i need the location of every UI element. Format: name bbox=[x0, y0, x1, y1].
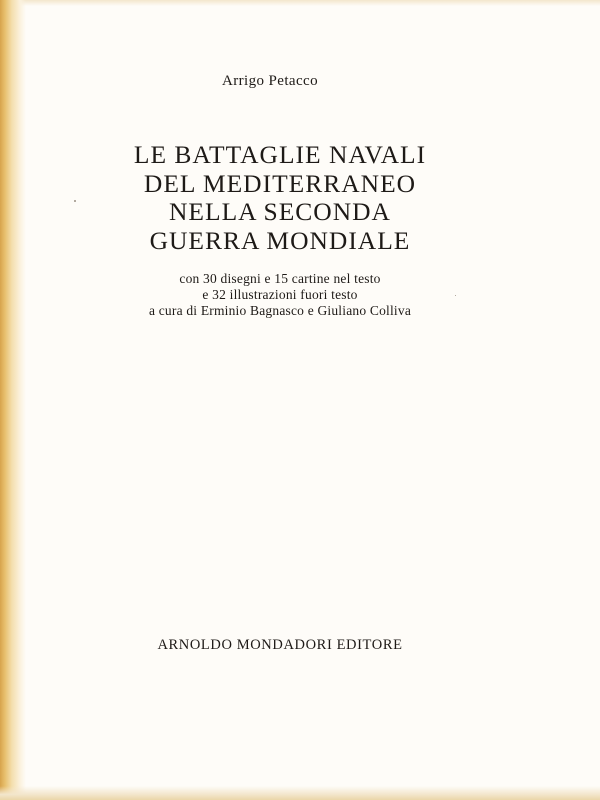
publisher-name: ARNOLDO MONDADORI EDITORE bbox=[157, 637, 403, 653]
subtitle-line: con 30 disegni e 15 cartine nel testo bbox=[179, 271, 381, 286]
title-line: NELLA SECONDA bbox=[169, 197, 391, 226]
paper-speck bbox=[74, 200, 76, 202]
book-subtitle bbox=[100, 271, 460, 319]
page-top-edge bbox=[0, 0, 600, 6]
subtitle-line: e 32 illustrazioni fuori testo bbox=[202, 287, 358, 302]
author-name: Arrigo Petacco bbox=[222, 73, 318, 89]
title-line: DEL MEDITERRANEO bbox=[143, 168, 417, 198]
page-bottom-edge bbox=[0, 786, 600, 800]
book-title bbox=[100, 141, 460, 255]
subtitle-line: a cura di Erminio Bagnasco e Giuliano Colliva bbox=[148, 303, 412, 318]
title-line: LE BATTAGLIE NAVALI bbox=[133, 140, 427, 169]
title-line: GUERRA MONDIALE bbox=[149, 225, 411, 255]
page-left-edge-stain bbox=[0, 0, 26, 800]
